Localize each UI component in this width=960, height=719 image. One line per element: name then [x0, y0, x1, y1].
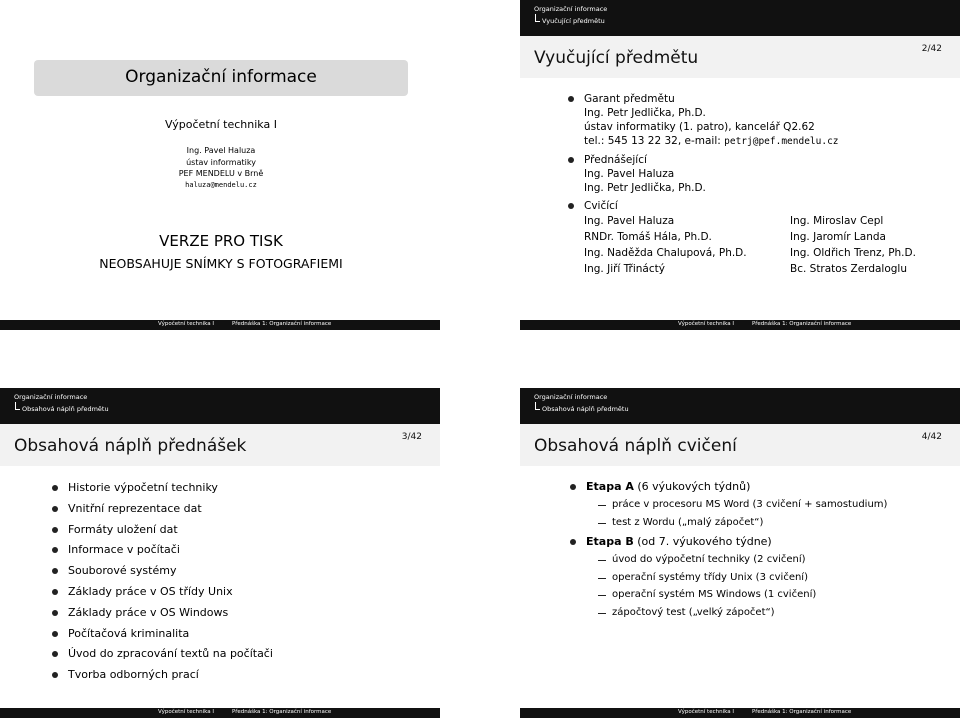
header-section: Organizační informace [14, 393, 88, 401]
tutor: Ing. Jaromír Landa [790, 231, 886, 243]
tutor: Bc. Stratos Zerdaloglu [790, 263, 907, 275]
list-item: Úvod do zpracování textů na počítači [52, 644, 273, 665]
footer [520, 708, 960, 718]
list-item: Základy práce v OS třídy Unix [52, 582, 273, 603]
title-box [34, 60, 408, 96]
footer [520, 320, 960, 330]
garant-label: Garant předmětu [584, 93, 675, 105]
tutor: Ing. Oldřich Trenz, Ph.D. [790, 247, 916, 259]
bullet-icon [52, 506, 58, 512]
page-number: 2/42 [921, 44, 942, 54]
header-bar [520, 388, 960, 424]
institute: ústav informatiky [186, 158, 256, 167]
list-item: test z Wordu („malý zápočet“) [570, 514, 950, 532]
list-item: práce v procesoru MS Word (3 cvičení + samostudium) [570, 496, 950, 514]
list-item: Souborové systémy [52, 561, 273, 582]
list-item: operační systém MS Windows (1 cvičení) [570, 586, 950, 604]
page-number: 3/42 [401, 432, 422, 442]
course-name: Výpočetní technika I [165, 118, 277, 131]
tutor: Ing. Jiří Třináctý [584, 263, 665, 275]
dash-icon [598, 523, 606, 524]
garant-email: petrj@pef.mendelu.cz [724, 136, 839, 147]
slide-teachers [520, 0, 960, 330]
dash-icon [598, 505, 606, 506]
slide-lecture-content [0, 388, 440, 718]
footer-lecture: Přednáška 1: Organizační informace [232, 321, 332, 327]
list-item: úvod do výpočetní techniky (2 cvičení) [570, 551, 950, 569]
footer-lecture: Přednáška 1: Organizační informace [752, 709, 852, 715]
footer-course: Výpočetní technika I [678, 321, 734, 327]
header-section: Organizační informace [534, 393, 608, 401]
title-band [520, 36, 960, 78]
faculty: PEF MENDELU v Brně [178, 169, 264, 178]
footer-lecture: Přednáška 1: Organizační informace [232, 709, 332, 715]
list-item: Tvorba odborných prací [52, 665, 273, 686]
lecture-topics-list [52, 478, 273, 686]
header-bar [520, 0, 960, 36]
list-item: zápočtový test („velký zápočet“) [570, 604, 950, 622]
etapa-b-label: Etapa B [586, 535, 634, 548]
bullet-icon [52, 527, 58, 533]
footer-lecture: Přednáška 1: Organizační informace [752, 321, 852, 327]
etapa-a-note: (6 výukových týdnů) [633, 480, 751, 493]
dash-icon [598, 578, 606, 579]
garant-name: Ing. Petr Jedlička, Ph.D. [584, 107, 706, 119]
bullet-icon [568, 203, 574, 209]
tutor: Ing. Naděžda Chalupová, Ph.D. [584, 247, 747, 259]
bullet-icon [52, 485, 58, 491]
footer [0, 320, 440, 330]
tree-branch-icon [535, 14, 540, 22]
list-item: Počítačová kriminalita [52, 624, 273, 645]
author: Ing. Pavel Haluza [186, 146, 256, 155]
tutor: Ing. Pavel Haluza [584, 215, 675, 227]
tutors-label: Cvičící [584, 200, 618, 212]
bullet-icon [52, 651, 58, 657]
header-section: Organizační informace [534, 5, 608, 13]
page-number: 4/42 [921, 432, 942, 442]
title-band [0, 424, 440, 466]
bullet-icon [570, 484, 576, 490]
frame-title: Vyučující předmětu [534, 48, 699, 68]
photo-notice: NEOBSAHUJE SNÍMKY S FOTOGRAFIEMI [99, 256, 343, 271]
bullet-icon [52, 610, 58, 616]
slide-title-text: Organizační informace [125, 67, 317, 87]
list-item: operační systémy třídy Unix (3 cvičení) [570, 569, 950, 587]
footer-course: Výpočetní technika I [158, 321, 214, 327]
list-item: Historie výpočetní techniky [52, 478, 273, 499]
garant-office: ústav informatiky (1. patro), kancelář Q2.62 [584, 121, 815, 133]
etapa-a-label: Etapa A [586, 480, 634, 493]
bullet-icon [52, 589, 58, 595]
garant-phone: tel.: 545 13 22 32, e-mail: [584, 135, 725, 147]
bullet-icon [570, 539, 576, 545]
bullet-icon [52, 672, 58, 678]
tutor: RNDr. Tomáš Hála, Ph.D. [584, 231, 712, 243]
dash-icon [598, 560, 606, 561]
etapa-a [570, 478, 950, 496]
exercise-content [570, 478, 950, 621]
print-notice: VERZE PRO TISK [159, 232, 283, 250]
slide-exercise-content [520, 388, 960, 718]
dash-icon [598, 613, 606, 614]
teachers-content [568, 92, 948, 279]
bullet-icon [52, 568, 58, 574]
bullet-icon [52, 547, 58, 553]
list-item: Základy práce v OS Windows [52, 603, 273, 624]
tree-branch-icon [15, 402, 20, 410]
frame-title: Obsahová náplň přednášek [14, 436, 247, 456]
bullet-icon [52, 631, 58, 637]
header-subsection: Obsahová náplň předmětu [22, 405, 109, 413]
lecturer: Ing. Petr Jedlička, Ph.D. [584, 182, 706, 194]
tree-branch-icon [535, 402, 540, 410]
etapa-b-note: (od 7. výukového týdne) [633, 535, 772, 548]
dash-icon [598, 595, 606, 596]
title-band [520, 424, 960, 466]
etapa-b [570, 533, 950, 551]
bullet-icon [568, 157, 574, 163]
header-subsection: Obsahová náplň předmětu [542, 405, 629, 413]
bullet-icon [568, 96, 574, 102]
header-subsection: Vyučující předmětu [542, 17, 605, 25]
slide-title [0, 0, 440, 330]
list-item: Vnitřní reprezentace dat [52, 499, 273, 520]
tutor: Ing. Miroslav Cepl [790, 215, 884, 227]
footer [0, 708, 440, 718]
footer-course: Výpočetní technika I [158, 709, 214, 715]
header-bar [0, 388, 440, 424]
lecturers-label: Přednášející [584, 154, 647, 166]
footer-course: Výpočetní technika I [678, 709, 734, 715]
list-item: Informace v počítači [52, 540, 273, 561]
lecturer: Ing. Pavel Haluza [584, 168, 675, 180]
author-email: haluza@mendelu.cz [185, 181, 257, 189]
frame-title: Obsahová náplň cvičení [534, 436, 737, 456]
list-item: Formáty uložení dat [52, 520, 273, 541]
